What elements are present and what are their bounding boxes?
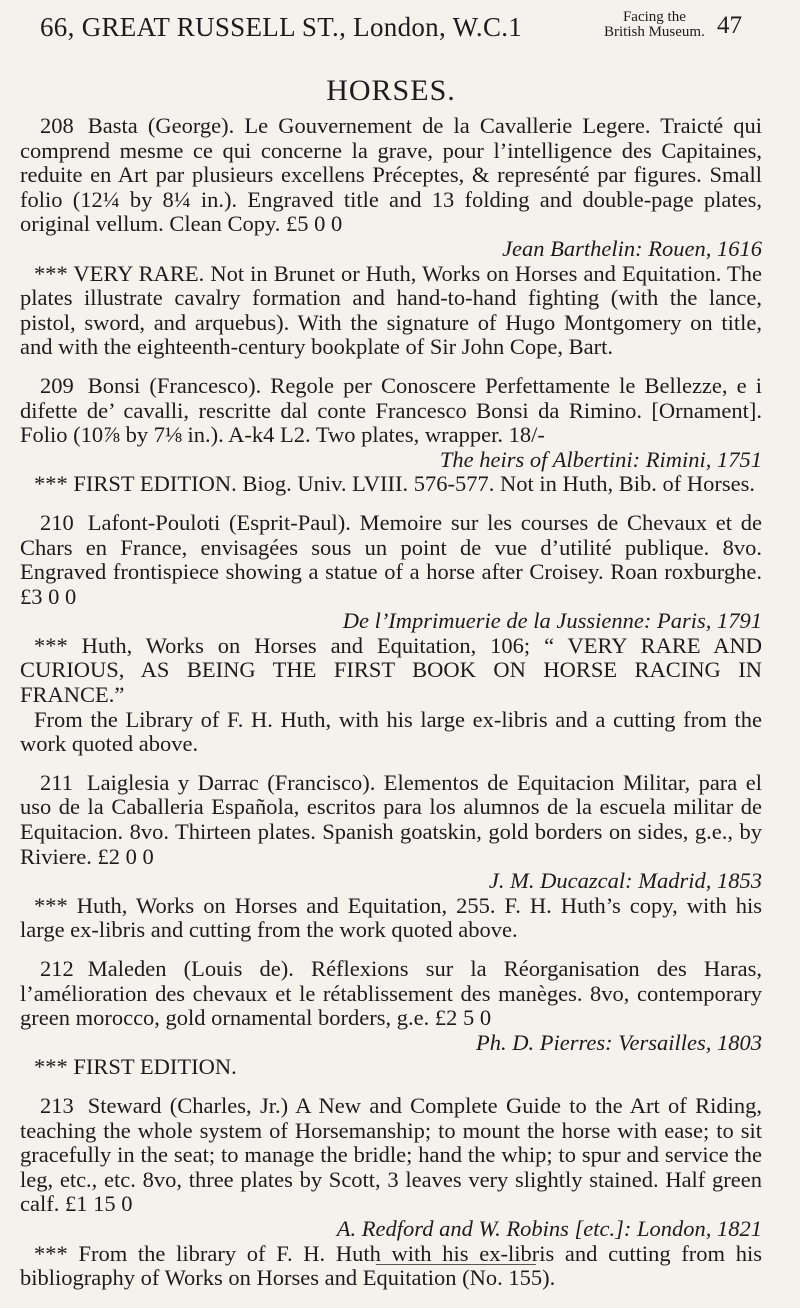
header-facing-note xyxy=(604,10,705,40)
entry-imprint: Ph. D. Pierres: Versailles, 1803 xyxy=(475,1029,762,1055)
entry-text: Bonsi (Francesco). Regole per Conoscere Perfettamente le Bellezze, e i difette de’ cavalli, rescritte dal conte Francesco Bonsi da Rimino. [Ornament]. Folio (10⅞ by 7⅛ in.). A-k4 L2. Two plates, wrapper. 18/- xyxy=(20,372,762,448)
entry-211 xyxy=(20,771,762,943)
entry-209 xyxy=(20,374,762,497)
entry-number: 213 xyxy=(40,1092,74,1118)
entry-text: Basta (George). Le Gouvernement de la Cavallerie Legere. Traicté qui comprend mesme ce qui concerne la grave, pour l’intelligence des Capitaines, reduite en Art par plusieurs excellens Préceptes, & represénté par figures. Small folio (12¼ by 8¼ in.). Engraved title and 13 folding and double-page plates, original vellum. Clean Copy. £5 0 0 xyxy=(20,113,762,237)
facing-line-1: Facing the xyxy=(622,9,686,25)
entry-body xyxy=(20,374,762,448)
entry-number: 210 xyxy=(40,509,74,535)
entry-number: 212 xyxy=(40,956,74,981)
entry-text: Laiglesia y Darrac (Francisco). Elementos de Equitacion Militar, para el uso de la Caballeria Española, escritos para los alumnos de la escuela militar de Equitacion. 8vo. Thirteen plates. Spanish goatskin, gold borders on sides, g.e., by Riviere. £2 0 0 xyxy=(20,769,762,869)
entry-body xyxy=(20,771,762,869)
entry-number: 209 xyxy=(40,372,74,398)
entry-213 xyxy=(20,1094,762,1291)
section-title: HORSES. xyxy=(326,74,456,107)
end-rule xyxy=(376,1264,536,1265)
entry-number: 211 xyxy=(40,769,73,795)
entry-number: 208 xyxy=(40,113,74,138)
entry-provenance: From the Library of F. H. Huth, with his large ex-libris and a cutting from the work quoted above. xyxy=(20,706,762,757)
facing-line-2: British Museum. xyxy=(604,24,705,40)
entry-note: *** From the library of F. H. Huth with his ex-libris and cutting from his bibliography of Works on Horses and Equitation (No. 155). xyxy=(20,1240,762,1291)
entry-note: *** VERY RARE. Not in Brunet or Huth, Works on Horses and Equitation. The plates illustrate cavalry formation and hand-to-hand fighting (with the lance, pistol, sword, and arquebus). With the signature of Hugo Montgomery on title, and with the eighteenth-century bookplate of Sir John Cope, Bart. xyxy=(20,260,762,360)
entry-imprint: The heirs of Albertini: Rimini, 1751 xyxy=(439,446,762,472)
entry-imprint: A. Redford and W. Robins [etc.]: London, 1821 xyxy=(336,1215,762,1241)
entry-body xyxy=(20,511,762,609)
entry-note: *** FIRST EDITION. Biog. Univ. LVIII. 576-577. Not in Huth, Bib. of Horses. xyxy=(34,471,756,497)
entry-note: *** Huth, Works on Horses and Equitation, 106; “ VERY RARE AND CURIOUS, AS BEING THE FIRST BOOK ON HORSE RACING IN FRANCE.” xyxy=(20,632,762,708)
entry-text: Maleden (Louis de). Réflexions sur la Réorganisation des Haras, l’amélioration des chevaux et le rétablissement des manèges. 8vo, contemporary green morocco, gold ornamental borders, g.e. £2 5 0 xyxy=(20,956,762,1031)
entry-210 xyxy=(20,511,762,757)
entry-text: Steward (Charles, Jr.) A New and Complete Guide to the Art of Riding, teaching the whole system of Horsemanship; to mount the horse with ease; to sit gracefully in the seat; to manage the bridle; hand the whip; to spur and service the leg, etc., etc. 8vo, three plates by Scott, 3 leaves very slightly stained. Half green calf. £1 15 0 xyxy=(20,1092,762,1217)
entry-note: *** Huth, Works on Horses and Equitation, 255. F. H. Huth’s copy, with his large ex-libris and cutting from the work quoted above. xyxy=(20,892,762,943)
entry-imprint: Jean Barthelin: Rouen, 1616 xyxy=(502,235,762,261)
entry-text: Lafont-Pouloti (Esprit-Paul). Memoire sur les courses de Chevaux et de Chars en France, envisagées sous un point de vue d’utilité publique. 8vo. Engraved frontispiece showing a statue of a horse after Croisey. Roan roxburghe. £3 0 0 xyxy=(20,509,762,609)
entry-imprint: J. M. Ducazcal: Madrid, 1853 xyxy=(488,868,762,894)
entry-imprint: De l’Imprimuerie de la Jussienne: Paris, 1791 xyxy=(342,608,762,634)
header-address: 66, GREAT RUSSELL ST., London, W.C.1 xyxy=(40,12,523,42)
page-header xyxy=(20,0,762,72)
entry-208 xyxy=(20,114,762,360)
entry-body xyxy=(20,1094,762,1217)
entry-note: *** FIRST EDITION. xyxy=(34,1054,237,1080)
entry-body xyxy=(20,957,762,1031)
page-number: 47 xyxy=(717,12,742,39)
entry-212 xyxy=(20,957,762,1080)
entry-body xyxy=(20,114,762,237)
